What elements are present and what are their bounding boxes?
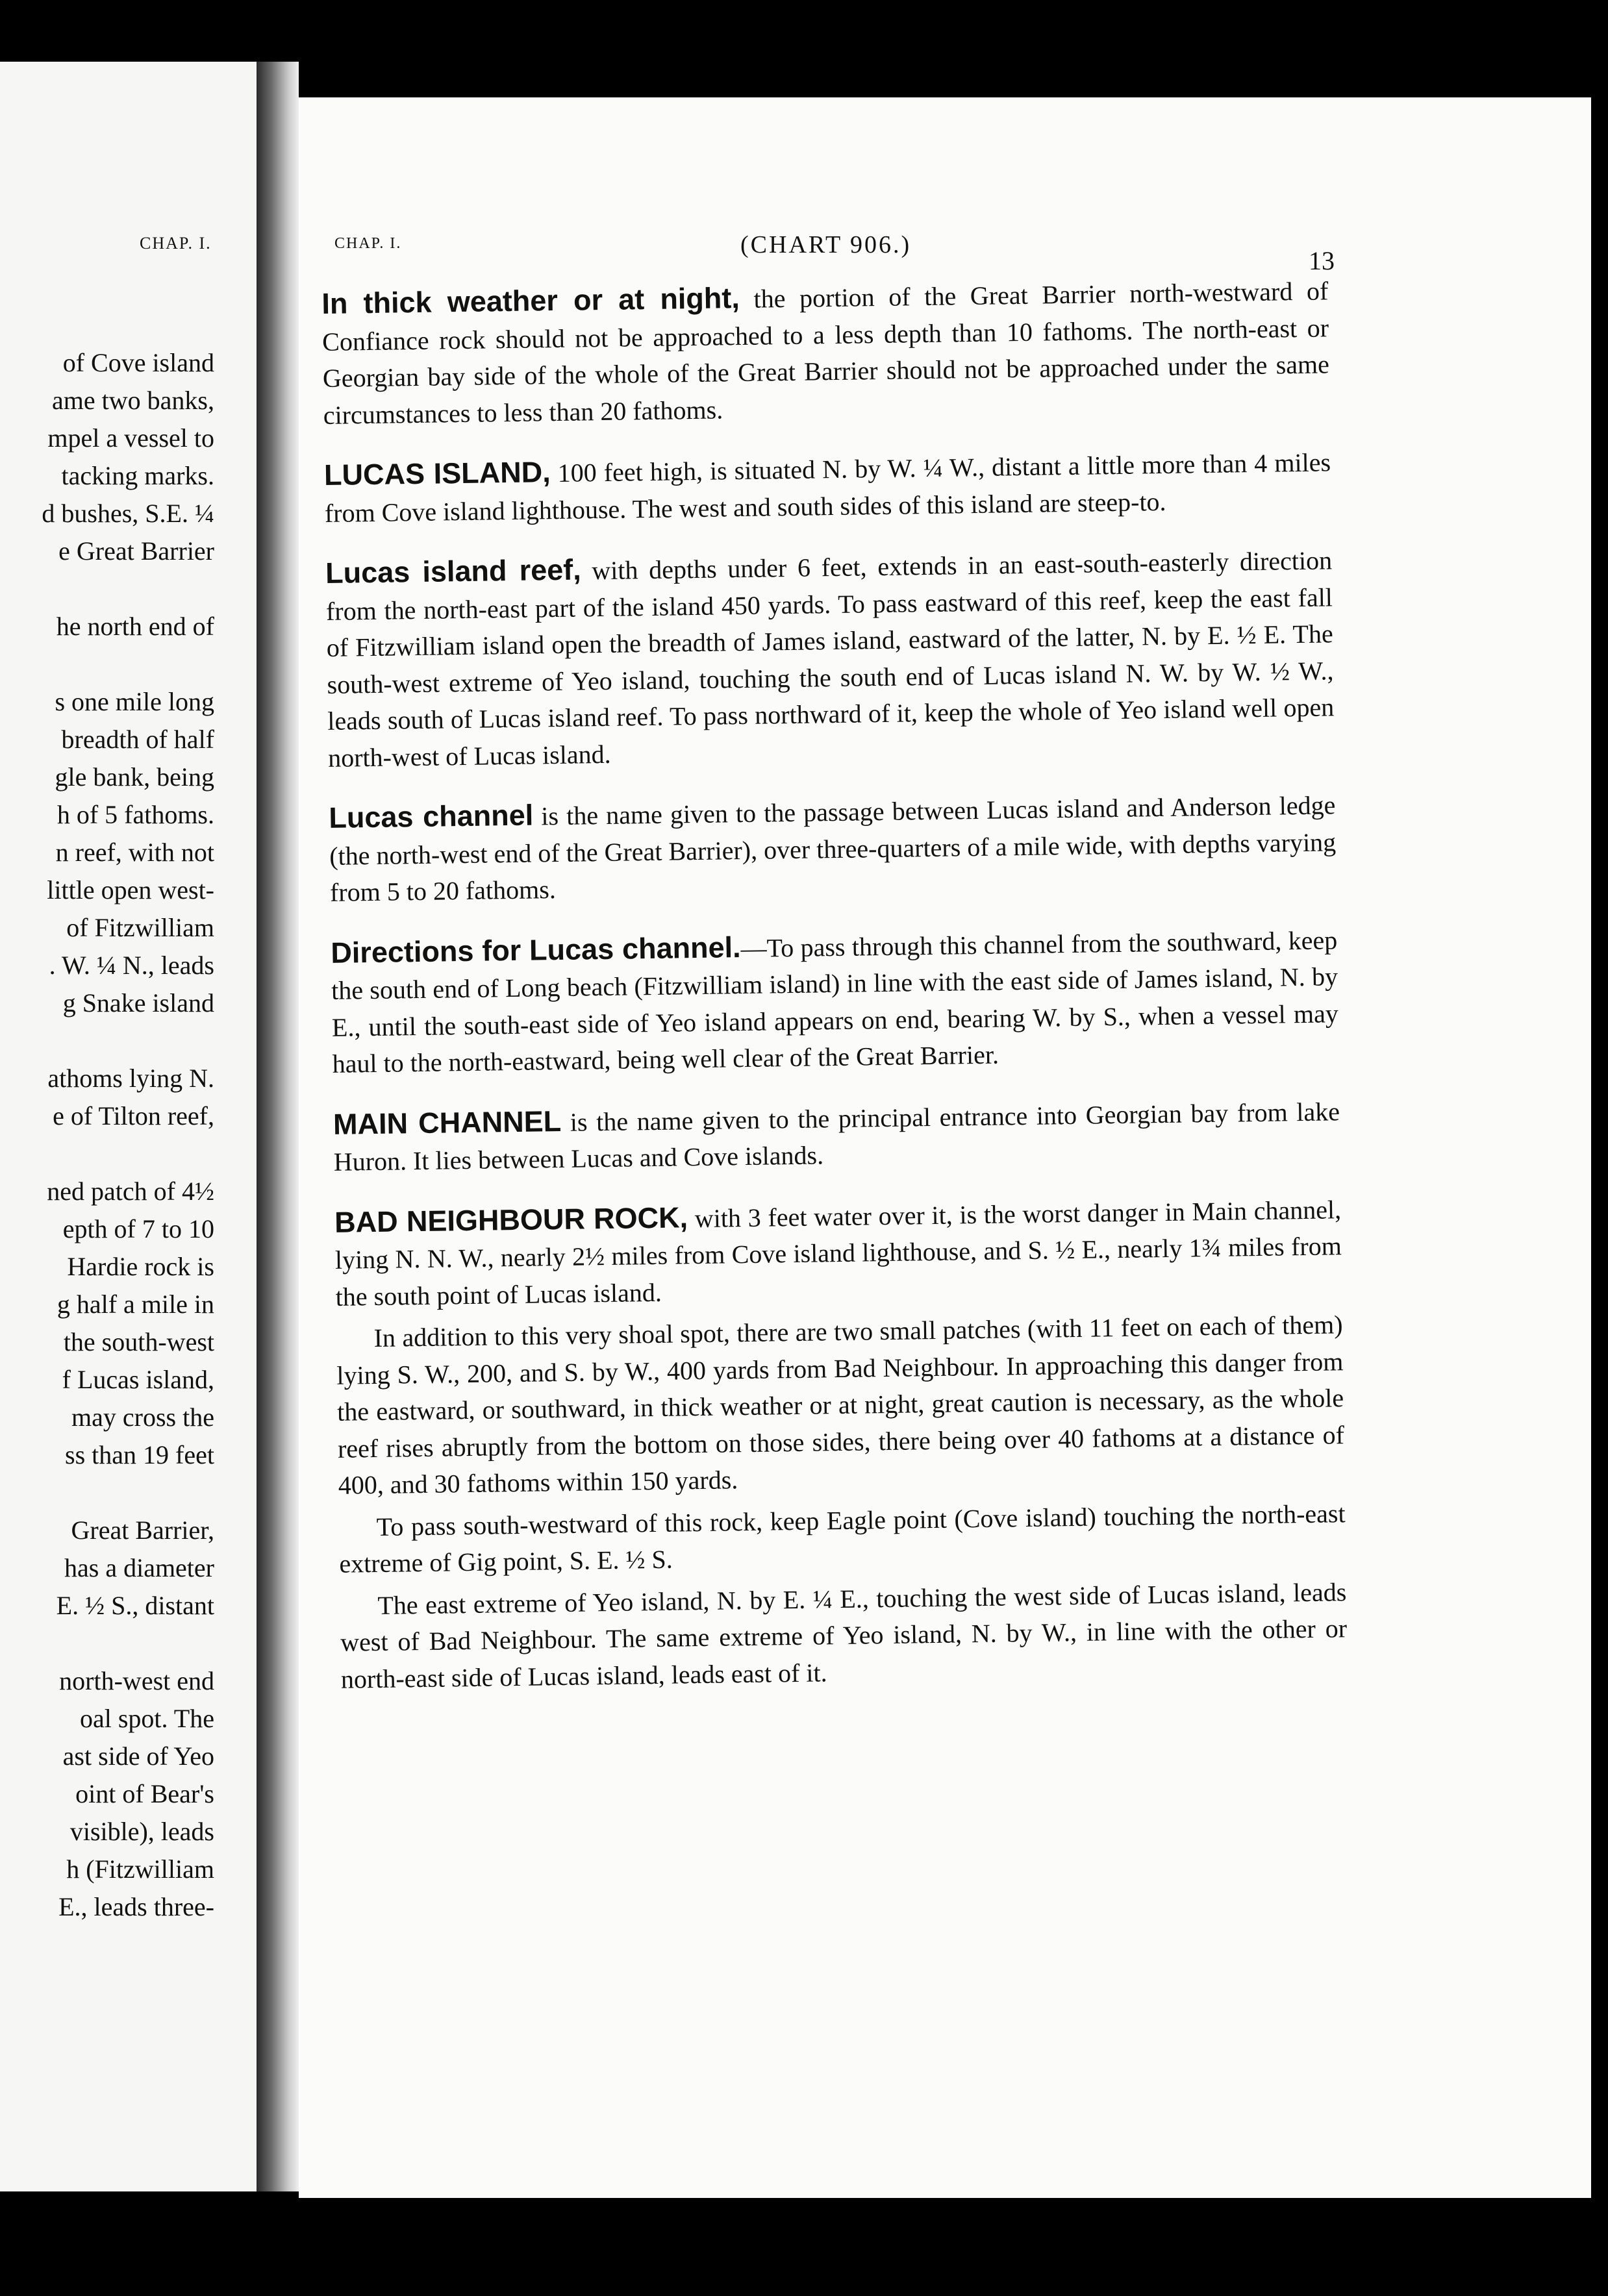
left-line-gap: [0, 1022, 214, 1060]
left-line: ast side of Yeo: [62, 1741, 214, 1771]
left-line: ned patch of 4½: [47, 1177, 214, 1206]
left-line: oal spot. The: [79, 1704, 214, 1733]
left-line: h of 5 fathoms.: [57, 800, 214, 829]
left-line: d bushes, S.E. ¼: [42, 499, 214, 528]
left-line: gle bank, being: [55, 762, 214, 792]
left-line: n reef, with not: [55, 838, 214, 867]
left-line-gap: [0, 570, 214, 608]
paragraph-lead: LUCAS ISLAND,: [323, 455, 551, 492]
left-line-gap: [0, 1135, 214, 1173]
left-line: oint of Bear's: [75, 1779, 214, 1808]
paragraph-text: The east extreme of Yeo island, N. by E. ¼ E., touching the west side of Lucas island, leads west of Bad Neighbour. The same extreme of Yeo island, N. by W., in line with the other or north-east side of Lucas island, leads east of it.: [340, 1577, 1348, 1694]
paragraph: [325, 541, 1335, 777]
paragraph-text: is the name given to the passage between Lucas island and Anderson ledge (the north-west end of the Great Barrier), over three-quarters of a mile wide, with depths varying from 5 to 20 fathoms.: [329, 790, 1337, 907]
left-line: Great Barrier,: [71, 1516, 214, 1545]
book-gutter: [257, 62, 299, 2191]
paragraph: [334, 1190, 1342, 1316]
paragraph: [338, 1495, 1346, 1583]
chapter-header: CHAP. I.: [334, 235, 402, 252]
paragraph: [340, 1574, 1348, 1698]
left-page-text: [0, 344, 214, 1926]
left-page: [0, 62, 257, 2191]
paragraph: [333, 1092, 1340, 1181]
paragraph-lead: In thick weather or at night,: [321, 281, 740, 320]
paragraph-lead: Lucas island reef,: [325, 553, 582, 590]
left-line-gap: [0, 1474, 214, 1512]
left-line: h (Fitzwilliam: [66, 1854, 214, 1884]
paragraph-text: —To pass through this channel from the southward, keep the south end of Long beach (Fitzwilliam island) in line with the east side of James island, N. by E., until the south-east side of Yeo island appears on end, bearing W. by S., when a vessel may haul to the north-eastward, being well clear of the Great Barrier.: [331, 925, 1339, 1079]
left-line: e Great Barrier: [58, 536, 214, 566]
paragraph-text: with depths under 6 feet, extends in an east-south-easterly direction from the north-east part of the island 450 yards. To pass eastward of this reef, keep the east fall of Fitzwilliam island open the breadth of James island, eastward of the latter, N. by E. ½ E. The south-west extreme of Yeo island, touching the south end of Lucas island N. W. by W. ½ W., leads south of Lucas island reef. To pass northward of it, keep the whole of Yeo island well open north-west of Lucas island.: [325, 545, 1335, 773]
paragraph: [336, 1306, 1345, 1504]
left-line: of Fitzwilliam: [66, 913, 214, 942]
paragraph: [329, 786, 1337, 911]
paragraph-text: with 3 feet water over it, is the worst danger in Main channel, lying N. N. W., nearly 2½ miles from Cove island lighthouse, and S. ½ E., nearly 1¾ miles from the south point of Lucas island.: [334, 1194, 1342, 1312]
left-line: s one mile long: [55, 687, 214, 716]
paragraph-lead: Lucas channel: [329, 798, 534, 834]
paragraph-text: In addition to this very shoal spot, there are two small patches (with 11 feet on each of them) lying S. W., 200, and S. by W., 400 yards from Bad Neighbour. In approaching this danger from the eastward, or southward, in thick weather or at night, great caution is necessary, as the whole reef rises abruptly from the bottom on those sides, there being over 40 fathoms at a distance of 400, and 30 fathoms within 150 yards.: [336, 1310, 1345, 1500]
paragraph-text: 100 feet high, is situated N. by W. ¼ W., distant a little more than 4 miles from Cove island lighthouse. The west and south sides of this island are steep-to.: [324, 447, 1331, 528]
paragraph-text: the portion of the Great Barrier north-westward of Confiance rock should not be approached to a less depth than 10 fathoms. The north-east or Georgian bay side of the whole of the Great Barrier should not be approached under the same circumstances to less than 20 fathoms.: [321, 276, 1330, 430]
left-line: of Cove island: [62, 348, 214, 377]
left-line: athoms lying N.: [47, 1064, 214, 1093]
left-line: epth of 7 to 10: [62, 1214, 214, 1243]
left-line: breadth of half: [61, 725, 214, 754]
left-line: he north end of: [56, 612, 214, 641]
left-page-header: CHAP. I.: [140, 234, 212, 253]
left-line: the south-west: [63, 1327, 214, 1356]
left-line: ss than 19 feet: [65, 1440, 214, 1469]
paragraph-lead: Directions for Lucas channel.: [330, 930, 741, 969]
left-line: may cross the: [71, 1403, 214, 1432]
right-page: [299, 97, 1591, 2198]
left-line: north-west end: [59, 1666, 214, 1695]
chart-reference: (CHART 906.): [740, 231, 912, 258]
left-line: f Lucas island,: [62, 1365, 214, 1394]
left-line: g half a mile in: [57, 1290, 214, 1319]
paragraph: [324, 443, 1331, 532]
paragraph-text: To pass south-westward of this rock, keep Eagle point (Cove island) touching the north-east extreme of Gig point, S. E. ½ S.: [339, 1498, 1346, 1578]
paragraph-text: is the name given to the principal entrance into Georgian bay from lake Huron. It lies between Lucas and Cove islands.: [333, 1096, 1340, 1177]
left-line: g Snake island: [62, 988, 214, 1017]
left-line: E. ½ S., distant: [56, 1591, 214, 1620]
paragraph-lead: BAD NEIGHBOUR ROCK,: [334, 1200, 688, 1239]
paragraph: [321, 271, 1330, 434]
left-line: tacking marks.: [61, 461, 214, 490]
left-line: mpel a vessel to: [47, 423, 214, 453]
left-line: . W. ¼ N., leads: [49, 951, 214, 980]
page-number: 13: [1309, 246, 1335, 275]
left-line-gap: [0, 1625, 214, 1662]
left-line: E., leads three-: [58, 1892, 214, 1921]
left-line: e of Tilton reef,: [53, 1101, 214, 1130]
left-line: visible), leads: [69, 1817, 214, 1846]
left-line-gap: [0, 645, 214, 683]
left-line: has a diameter: [64, 1553, 214, 1582]
left-line: ame two banks,: [52, 386, 214, 415]
body-text: [321, 271, 1348, 1697]
paragraph-lead: MAIN CHANNEL: [333, 1104, 562, 1141]
paragraph: [331, 921, 1339, 1083]
left-line: little open west-: [47, 875, 214, 905]
left-line: Hardie rock is: [67, 1252, 214, 1281]
